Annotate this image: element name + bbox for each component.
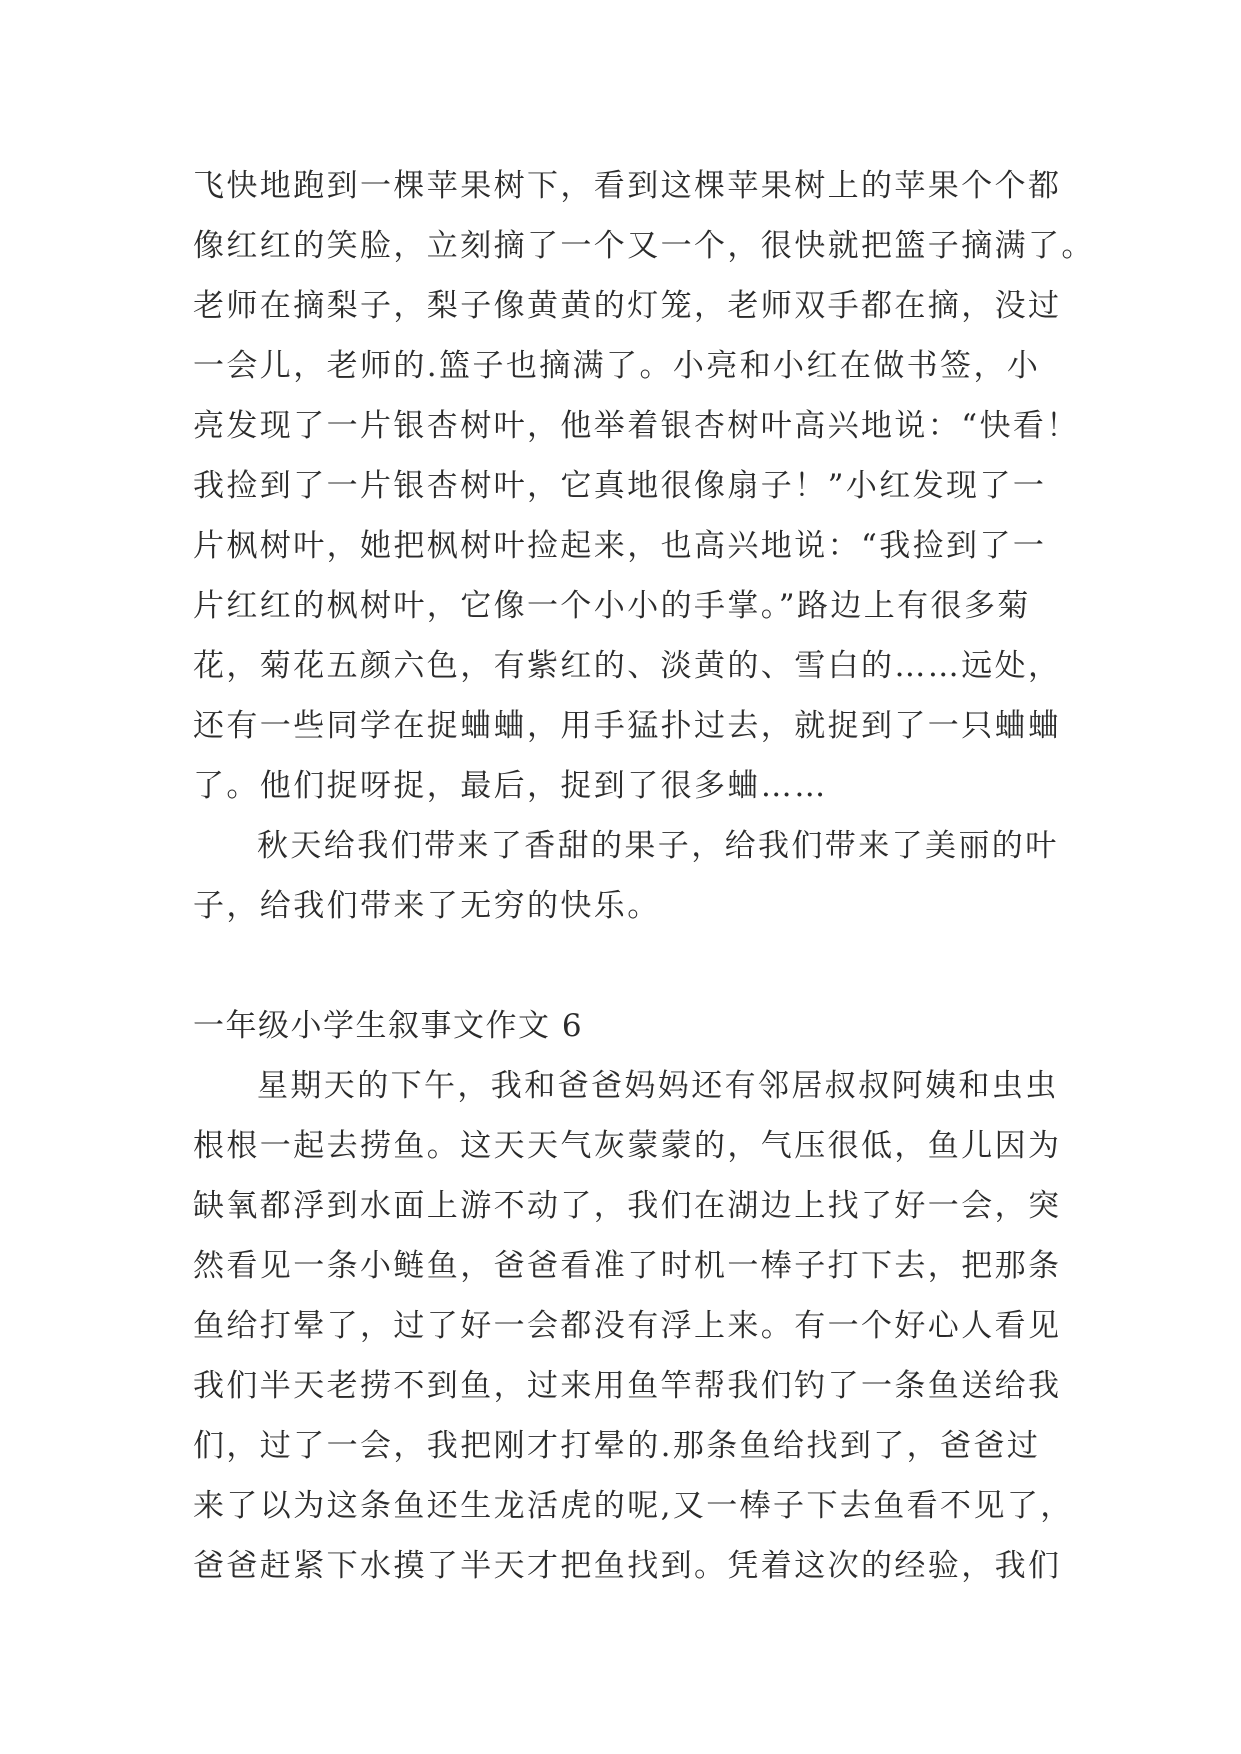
text-line: 还有一些同学在捉蛐蛐，用手猛扑过去，就捉到了一只蛐蛐 xyxy=(193,708,1062,744)
text-line: 飞快地跑到一棵苹果树下，看到这棵苹果树上的苹果个个都 xyxy=(193,168,1062,204)
text-line: 们，过了一会，我把刚才打晕的.那条鱼给找到了，爸爸过 xyxy=(193,1428,1041,1464)
text-line: 我捡到了一片银杏树叶，它真地很像扇子！”小红发现了一 xyxy=(193,468,1047,504)
paragraph-start-line: 秋天给我们带来了香甜的果子，给我们带来了美丽的叶 xyxy=(257,828,1059,864)
text-line: 花，菊花五颜六色，有紫红的、淡黄的、雪白的……远处， xyxy=(193,648,1062,684)
text-line: 鱼给打晕了，过了好一会都没有浮上来。有一个好心人看见 xyxy=(193,1308,1062,1344)
text-line: 来了以为这条鱼还生龙活虎的呢,又一棒子下去鱼看不见了， xyxy=(193,1488,1074,1524)
paragraph-start-line: 星期天的下午，我和爸爸妈妈还有邻居叔叔阿姨和虫虫 xyxy=(257,1068,1059,1104)
text-line: 子，给我们带来了无穷的快乐。 xyxy=(193,888,661,924)
text-line: 我们半天老捞不到鱼，过来用鱼竿帮我们钓了一条鱼送给我 xyxy=(193,1368,1062,1404)
text-line: 爸爸赶紧下水摸了半天才把鱼找到。凭着这次的经验，我们 xyxy=(193,1548,1062,1584)
text-line: 像红红的笑脸，立刻摘了一个又一个，很快就把篮子摘满了。 xyxy=(193,228,1095,264)
text-line: 缺氧都浮到水面上游不动了，我们在湖边上找了好一会，突 xyxy=(193,1188,1062,1224)
text-line: 了。他们捉呀捉，最后，捉到了很多蛐…… xyxy=(193,768,828,804)
text-line: 一会儿，老师的.篮子也摘满了。小亮和小红在做书签，小 xyxy=(193,348,1041,384)
text-line: 亮发现了一片银杏树叶，他举着银杏树叶高兴地说：“快看！ xyxy=(193,408,1080,444)
text-line: 片红红的枫树叶，它像一个小小的手掌。”路边上有很多菊 xyxy=(193,588,1031,624)
text-line: 片枫树叶，她把枫树叶捡起来，也高兴地说：“我捡到了一 xyxy=(193,528,1047,564)
section-heading: 一年级小学生叙事文作文 6 xyxy=(193,1008,584,1044)
text-line: 然看见一条小鲢鱼，爸爸看准了时机一棒子打下去，把那条 xyxy=(193,1248,1062,1284)
text-line: 老师在摘梨子，梨子像黄黄的灯笼，老师双手都在摘，没过 xyxy=(193,288,1062,324)
text-line: 根根一起去捞鱼。这天天气灰蒙蒙的，气压很低，鱼儿因为 xyxy=(193,1128,1062,1164)
